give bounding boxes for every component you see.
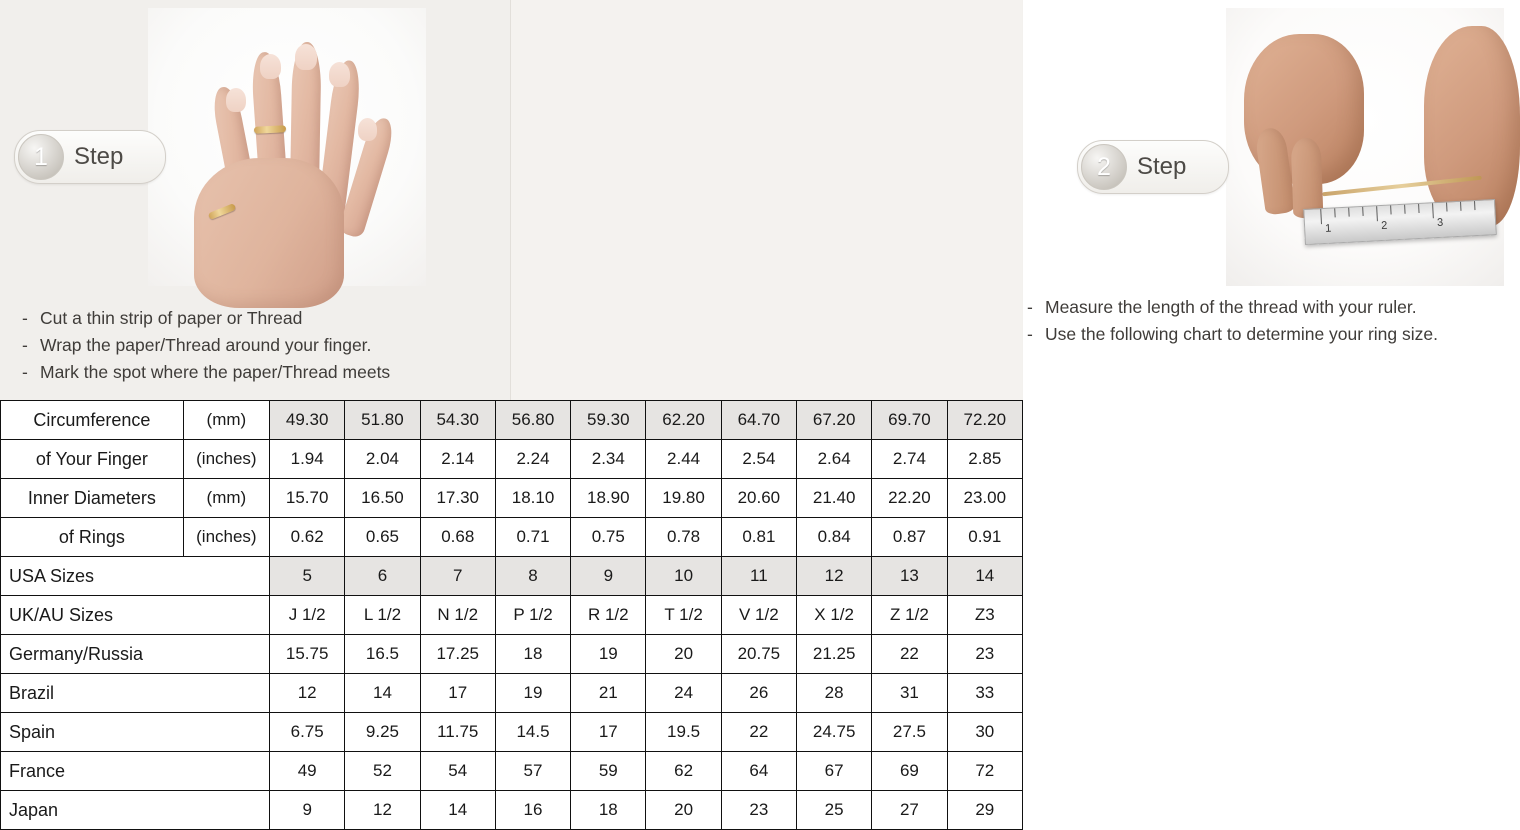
table-row (1, 440, 1023, 479)
cell: 13 (872, 557, 947, 596)
cell: 0.91 (947, 518, 1022, 557)
cell: 15.75 (270, 635, 345, 674)
step-1-line-1: Cut a thin strip of paper or Thread (40, 307, 303, 328)
step-2-line-1: Measure the length of the thread with your ruler. (1045, 296, 1417, 317)
cell: 14.5 (495, 713, 570, 752)
cell: 28 (797, 674, 872, 713)
row-unit: (inches) (183, 518, 269, 557)
cell: 7 (420, 557, 495, 596)
cell: 54 (420, 752, 495, 791)
step-2-panel (511, 0, 1444, 400)
table-row (1, 479, 1023, 518)
step-2-line-2: Use the following chart to determine your ring size. (1045, 323, 1438, 344)
cell: 27.5 (872, 713, 947, 752)
cell: 62.20 (646, 401, 721, 440)
table-row (1, 791, 1023, 830)
step-1-line-3: Mark the spot where the paper/Thread meets (40, 361, 391, 382)
row-label-france: France (1, 752, 270, 791)
cell: 2.54 (721, 440, 796, 479)
cell: 59 (571, 752, 646, 791)
cell: 51.80 (345, 401, 420, 440)
table-row (1, 635, 1023, 674)
cell: 64.70 (721, 401, 796, 440)
cell: 14 (345, 674, 420, 713)
cell: 21.40 (797, 479, 872, 518)
row-label-diameter-2: of Rings (1, 518, 184, 557)
row-label-spain: Spain (1, 713, 270, 752)
cell: 16 (495, 791, 570, 830)
step-1-word: Step (74, 143, 124, 170)
cell: 18 (571, 791, 646, 830)
row-unit: (inches) (183, 440, 269, 479)
cell: J 1/2 (270, 596, 345, 635)
row-unit: (mm) (183, 401, 269, 440)
cell: 67.20 (797, 401, 872, 440)
cell: 17 (571, 713, 646, 752)
table-row (1, 596, 1023, 635)
cell: 2.64 (797, 440, 872, 479)
table-row (1, 401, 1023, 440)
cell: 16.5 (345, 635, 420, 674)
steps-section (0, 0, 1444, 400)
cell: 9.25 (345, 713, 420, 752)
cell: 29 (947, 791, 1022, 830)
ruler-number-2: 2 (1380, 219, 1388, 232)
step-1-instructions: - Cut a thin strip of paper or Thread - Wrap the paper/Thread around your finger. - Mark the spot where the paper/Thread meets (22, 307, 391, 382)
cell: 2.74 (872, 440, 947, 479)
cell: 19 (571, 635, 646, 674)
cell: 0.87 (872, 518, 947, 557)
cell: 6 (345, 557, 420, 596)
row-label-uk-au: UK/AU Sizes (1, 596, 270, 635)
step-2-photo (1226, 8, 1504, 286)
cell: 8 (495, 557, 570, 596)
row-unit: (mm) (183, 479, 269, 518)
cell: 20.60 (721, 479, 796, 518)
cell: P 1/2 (495, 596, 570, 635)
cell: 22.20 (872, 479, 947, 518)
cell: 33 (947, 674, 1022, 713)
cell: 16.50 (345, 479, 420, 518)
cell: 57 (495, 752, 570, 791)
cell: 24 (646, 674, 721, 713)
cell: 72.20 (947, 401, 1022, 440)
cell: 20 (646, 635, 721, 674)
ring-size-table (0, 400, 1023, 830)
cell: 2.85 (947, 440, 1022, 479)
step-1-line-2: Wrap the paper/Thread around your finger. (40, 334, 372, 355)
cell: 30 (947, 713, 1022, 752)
cell: 14 (947, 557, 1022, 596)
step-1-number: 1 (18, 134, 64, 180)
cell: 49.30 (270, 401, 345, 440)
cell: 23.00 (947, 479, 1022, 518)
row-label-circumference-2: of Your Finger (1, 440, 184, 479)
cell: 69 (872, 752, 947, 791)
cell: 15.70 (270, 479, 345, 518)
cell: V 1/2 (721, 596, 796, 635)
cell: R 1/2 (571, 596, 646, 635)
row-label-circumference: Circumference (1, 401, 184, 440)
ruler-number-1: 1 (1324, 222, 1332, 235)
cell: 2.14 (420, 440, 495, 479)
cell: 9 (270, 791, 345, 830)
cell: 14 (420, 791, 495, 830)
step-2-word: Step (1137, 153, 1187, 180)
cell: 24.75 (797, 713, 872, 752)
cell: 0.81 (721, 518, 796, 557)
cell: 0.71 (495, 518, 570, 557)
cell: 19.5 (646, 713, 721, 752)
cell: 1.94 (270, 440, 345, 479)
cell: 0.75 (571, 518, 646, 557)
cell: 26 (721, 674, 796, 713)
cell: 2.24 (495, 440, 570, 479)
cell: N 1/2 (420, 596, 495, 635)
cell: 20 (646, 791, 721, 830)
cell: 23 (947, 635, 1022, 674)
row-label-usa: USA Sizes (1, 557, 270, 596)
table-row (1, 713, 1023, 752)
cell: 64 (721, 752, 796, 791)
cell: 18 (495, 635, 570, 674)
cell: 21 (571, 674, 646, 713)
cell: 0.68 (420, 518, 495, 557)
cell: 52 (345, 752, 420, 791)
cell: 0.78 (646, 518, 721, 557)
cell: 19.80 (646, 479, 721, 518)
cell: 27 (872, 791, 947, 830)
cell: 72 (947, 752, 1022, 791)
cell: 49 (270, 752, 345, 791)
cell: X 1/2 (797, 596, 872, 635)
cell: 17.25 (420, 635, 495, 674)
cell: 6.75 (270, 713, 345, 752)
table-row (1, 518, 1023, 557)
row-label-brazil: Brazil (1, 674, 270, 713)
cell: 69.70 (872, 401, 947, 440)
cell: 0.84 (797, 518, 872, 557)
cell: 25 (797, 791, 872, 830)
cell: 56.80 (495, 401, 570, 440)
step-2-badge (1077, 140, 1229, 194)
cell: 5 (270, 557, 345, 596)
cell: 17.30 (420, 479, 495, 518)
step-1-photo (148, 8, 426, 286)
cell: 2.44 (646, 440, 721, 479)
cell: 17 (420, 674, 495, 713)
cell: 12 (270, 674, 345, 713)
ruler-number-3: 3 (1436, 216, 1444, 230)
table-row (1, 752, 1023, 791)
cell: 59.30 (571, 401, 646, 440)
cell: 20.75 (721, 635, 796, 674)
cell: 12 (345, 791, 420, 830)
table-row (1, 557, 1023, 596)
cell: 67 (797, 752, 872, 791)
step-1-badge (14, 130, 166, 184)
cell: L 1/2 (345, 596, 420, 635)
cell: 9 (571, 557, 646, 596)
cell: Z 1/2 (872, 596, 947, 635)
step-2-instructions: - Measure the length of the thread with your ruler. - Use the following chart to determine your ring size. (1027, 296, 1438, 344)
cell: 12 (797, 557, 872, 596)
cell: 18.90 (571, 479, 646, 518)
row-label-japan: Japan (1, 791, 270, 830)
row-label-diameter: Inner Diameters (1, 479, 184, 518)
cell: 31 (872, 674, 947, 713)
cell: T 1/2 (646, 596, 721, 635)
cell: 22 (721, 713, 796, 752)
cell: 2.04 (345, 440, 420, 479)
cell: 21.25 (797, 635, 872, 674)
cell: 2.34 (571, 440, 646, 479)
cell: 0.65 (345, 518, 420, 557)
cell: 62 (646, 752, 721, 791)
step-2-number: 2 (1081, 144, 1127, 190)
table-row (1, 674, 1023, 713)
cell: 18.10 (495, 479, 570, 518)
cell: 22 (872, 635, 947, 674)
cell: 19 (495, 674, 570, 713)
cell: 0.62 (270, 518, 345, 557)
cell: 54.30 (420, 401, 495, 440)
cell: 11 (721, 557, 796, 596)
cell: 23 (721, 791, 796, 830)
cell: 10 (646, 557, 721, 596)
step-1-panel (0, 0, 511, 400)
cell: 11.75 (420, 713, 495, 752)
row-label-germany-russia: Germany/Russia (1, 635, 270, 674)
cell: Z3 (947, 596, 1022, 635)
